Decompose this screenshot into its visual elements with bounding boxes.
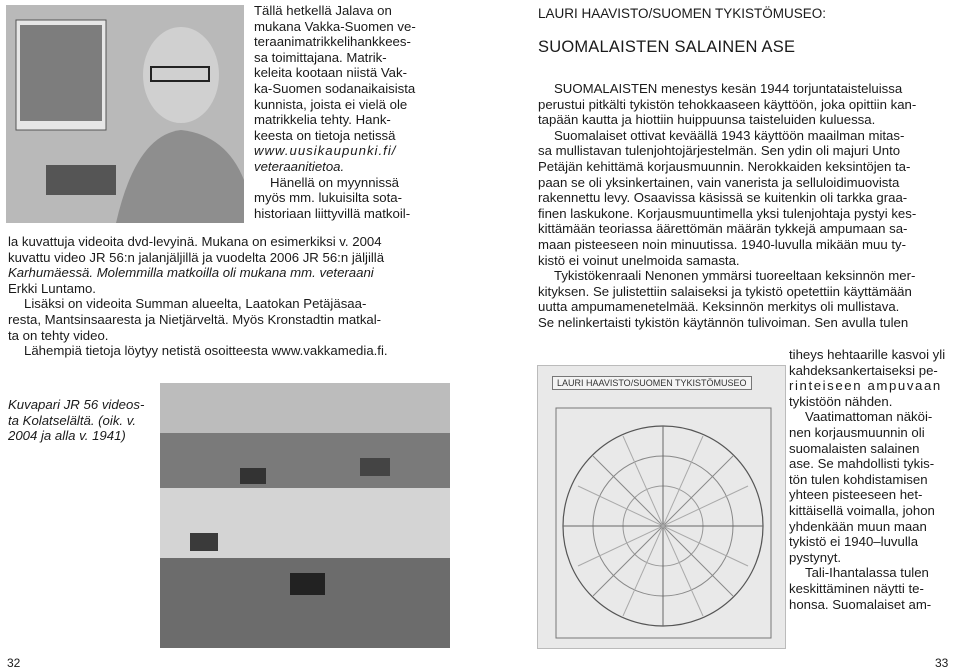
body-line: rakennettu levy. Osaavissa käsissä se kuitenkin oli tarkka graa-: [538, 190, 908, 206]
caption-line: 2004 ja alla v. 1941): [8, 428, 126, 444]
body-line: kittämään teoriassa äärettömän määrän tykkejä ampumaan sa-: [538, 221, 908, 237]
body-line: sa mullistavan tulenjohtojärjestelmän. Sen ydin oli majuri Unto: [538, 143, 901, 159]
caption-bottom: [8, 397, 158, 444]
body-line: tön tulen kohdistamisen: [789, 471, 928, 487]
body-line: pystynyt.: [789, 549, 842, 565]
body-line: Lähempiä tietoja löytyy netistä osoitteesta www.vakkamedia.fi.: [24, 343, 388, 359]
caption-link: www.uusikaupunki.fi/: [254, 143, 397, 159]
body-line: tapään kautta ja hiottiin huippuunsa taisteluiden kuluessa.: [538, 112, 876, 128]
caption-line: Tällä hetkellä Jalava on: [254, 3, 392, 18]
caption-line: historiaan liittyvillä matkoil-: [254, 205, 411, 221]
body-line: tiheys hehtaarille kasvoi yli: [789, 347, 946, 362]
body-line: Vaatimattoman näköi-: [805, 409, 933, 425]
body-line: kahdeksankertaiseksi pe-: [789, 362, 938, 378]
correction-converter-photo: [537, 365, 786, 649]
body-line: Erkki Luntamo.: [8, 280, 96, 296]
body-line: Tali-Ihantalassa tulen: [805, 565, 929, 581]
page-number-left: 32: [7, 656, 21, 670]
body-line: yhdenkään muun maan: [789, 518, 927, 534]
body-line: SUOMALAISTEN menestys kesän 1944 torjuntataisteluissa: [554, 81, 903, 96]
village-photo: [160, 383, 450, 648]
caption-line: teraanimatrikkelihankkees-: [254, 34, 411, 50]
body-line: nen korjausmuunnin oli: [789, 424, 925, 440]
body-line: tykistö ei 1940–luvulla: [789, 534, 919, 550]
article-byline: LAURI HAAVISTO/SUOMEN TYKISTÖMUSEO:: [538, 6, 827, 21]
caption-line: Hänellä on myynnissä: [270, 174, 400, 190]
village-illustration: [160, 383, 450, 648]
body-line: rinteiseen ampuvaan: [789, 378, 942, 394]
portrait-illustration: [6, 5, 244, 223]
body-line: uutta ampumamenetelmää. Keksinnön merkitys oli mullistava.: [538, 299, 900, 315]
body-line: Suomalaiset ottivat keväällä 1943 käyttöön maailman mitas-: [554, 127, 905, 143]
page-number-right: 33: [935, 656, 949, 670]
caption-line: sa toimittajana. Matrik-: [254, 49, 387, 65]
body-line: honsa. Suomalaiset am-: [789, 596, 932, 612]
body-line: perustui pitkälti tykistön tehokkaaseen käyttöön, joka opittiin kan-: [538, 96, 917, 112]
body-line: keskittäminen näytti te-: [789, 580, 924, 596]
body-line: kittäisellä voimalla, johon: [789, 502, 935, 518]
caption-line: mukana Vakka-Suomen ve-: [254, 18, 416, 34]
body-line: ta on tehty video.: [8, 327, 109, 343]
caption-line: ka-Suomen sodanaikaisista: [254, 80, 416, 96]
body-line: yhteen pisteeseen het-: [789, 487, 923, 503]
body-line: tykistöön nähden.: [789, 393, 893, 409]
body-line: paan se oli yksinkertainen, vain vanerista ja selluloidimuovista: [538, 174, 900, 190]
body-line: kuvattu video JR 56:n jalanjäljillä ja vuodelta 2006 JR 56:n jäljillä: [8, 249, 385, 265]
article-title: SUOMALAISTEN SALAINEN ASE: [538, 38, 796, 56]
caption-line: kunnista, joista ei vielä ole: [254, 96, 408, 112]
caption-top: [254, 3, 452, 221]
body-line: Tykistökenraali Nenonen ymmärsi tuoreeltaan keksinnön mer-: [554, 268, 916, 284]
right-side-column: [789, 347, 959, 612]
caption-line: matrikkelia tehty. Hank-: [254, 112, 391, 128]
left-body-text: [8, 234, 453, 359]
caption-link: veteraanitietoa.: [254, 158, 345, 174]
body-line: kistö ei voinut unelmoida samasta.: [538, 252, 740, 268]
body-line: finen laskukone. Korjausmuuntimella yksi tulenjohtaja pystyi kes-: [538, 205, 917, 221]
body-line: suomalaisten salainen: [789, 440, 920, 456]
photo-label: LAURI HAAVISTO/SUOMEN TYKISTÖMUSEO: [552, 376, 752, 390]
caption-line: Kuvapari JR 56 videos-: [8, 397, 145, 412]
body-line: kityksen. Se julistettiin salaiseksi ja tykistö opetettiin käyttämään: [538, 283, 912, 299]
body-line: ase. Se mahdollisti tykis-: [789, 456, 935, 472]
body-line: Karhumäessä. Molemmilla matkoilla oli mukana mm. veteraani: [8, 265, 374, 281]
portrait-photo: [6, 5, 244, 223]
body-line: resta, Mantsinsaaresta ja Nietjärveltä. Myös Kronstadtin matkal-: [8, 311, 382, 327]
caption-line: myös mm. lukuisilta sota-: [254, 190, 403, 206]
caption-line: ta Kolatselältä. (oik. v.: [8, 412, 137, 428]
body-line: maan pisteeseen noin minuutissa. 1940-luvulla mikään muu ty-: [538, 236, 906, 252]
body-line: la kuvattuja videoita dvd-levyinä. Mukana on esimerkiksi v. 2004: [8, 234, 382, 249]
caption-line: keleita kootaan niistä Vak-: [254, 65, 407, 81]
converter-diagram: [538, 366, 785, 648]
body-line: Se nelinkertaisti tykistön käytännön tulivoiman. Sen avulla tulen: [538, 314, 909, 330]
body-line: Petäjän kehittämä korjausmuunnin. Nerokkaiden keksintöjen ta-: [538, 158, 911, 174]
body-line: Lisäksi on videoita Summan alueelta, Laatokan Petäjäsaa-: [24, 296, 367, 312]
caption-line: keesta on tietoja netissä: [254, 127, 396, 143]
right-body-text: [538, 81, 958, 331]
